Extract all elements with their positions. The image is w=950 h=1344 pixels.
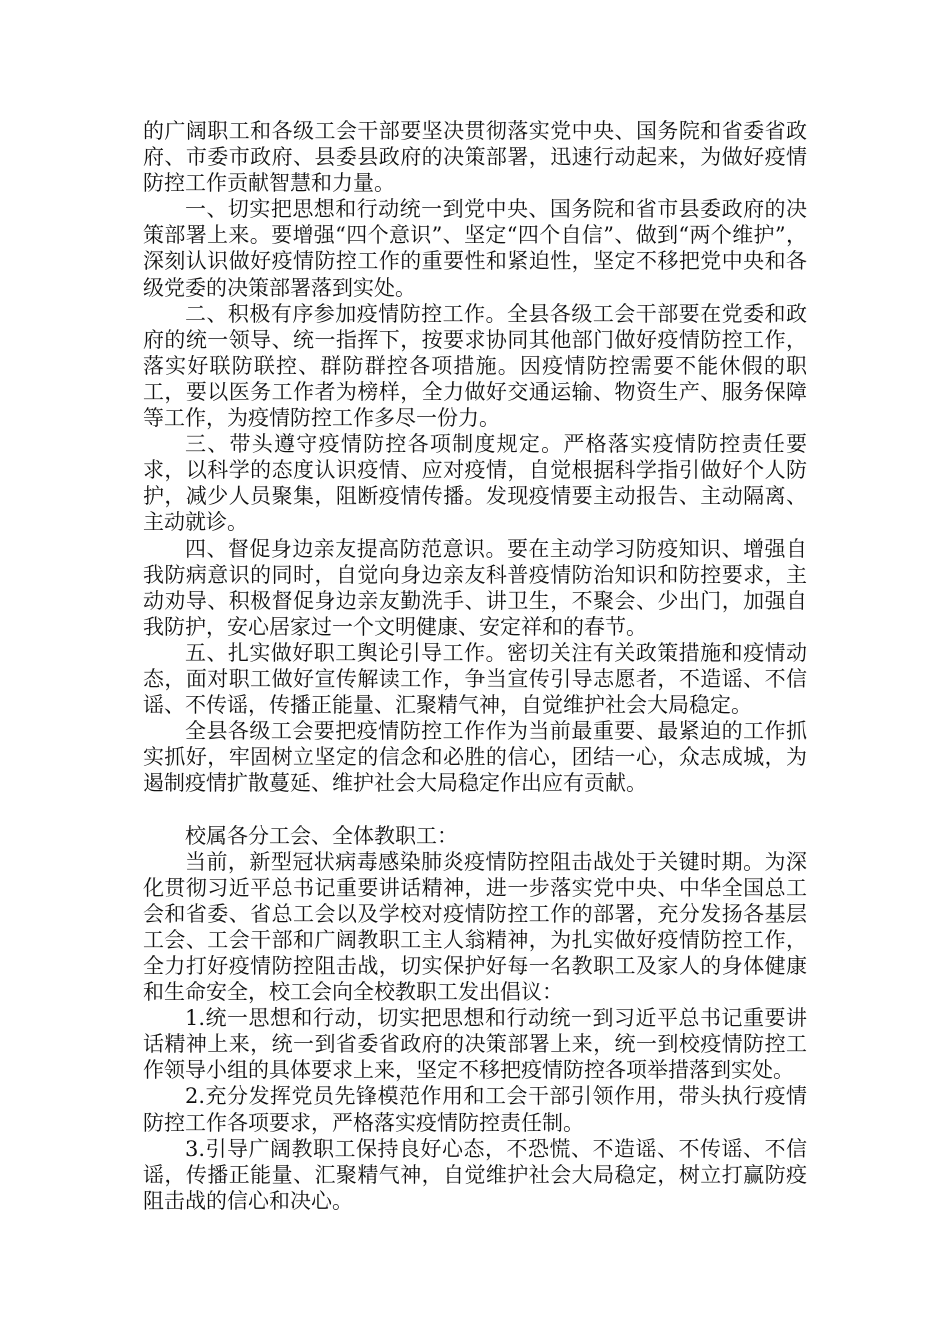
paragraph-point-5: 五、扎实做好职工舆论引导工作。密切关注有关政策措施和疫情动态，面对职工做好宣传解读工作，争当宣传引导志愿者，不造谣、不信谣、不传谣，传播正能量、汇聚精气神，自觉维护社会大局稳定。 — [143, 640, 807, 718]
paragraph-item-3: 3.引导广阔教职工保持良好心态，不恐慌、不造谣、不传谣、不信谣，传播正能量、汇聚精气神，自觉维护社会大局稳定，树立打赢防疫阻击战的信心和决心。 — [143, 1136, 807, 1213]
paragraph-continuation: 的广阔职工和各级工会干部要坚决贯彻落实党中央、国务院和省委省政府、市委市政府、县委县政府的决策部署，迅速行动起来，为做好疫情防控工作贡献智慧和力量。 — [143, 119, 807, 196]
paragraph-point-2: 二、积极有序参加疫情防控工作。全县各级工会干部要在党委和政府的统一领导、统一指挥下，按要求协同其他部门做好疫情防控工作，落实好联防联控、群防群控各项措施。因疫情防控需要不能休假的职工，要以医务工作者为榜样，全力做好交通运输、物资生产、服务保障等工作，为疫情防控工作多尽一份力。 — [143, 301, 807, 431]
salutation: 校属各分工会、全体教职工： — [185, 823, 458, 848]
paragraph-intro: 当前，新型冠状病毒感染肺炎疫情防控阻击战处于关键时期。为深化贯彻习近平总书记重要讲话精神，进一步落实党中央、中华全国总工会和省委、省总工会以及学校对疫情防控工作的部署，充分发扬各基层工会、工会干部和广阔教职工主人翁精神，为扎实做好疫情防控工作，全力打好疫情防控阻击战，切实保护好每一名教职工及家人的身体健康和生命安全，校工会向全校教职工发出倡议： — [143, 849, 807, 1005]
paragraph-point-3: 三、带头遵守疫情防控各项制度规定。严格落实疫情防控责任要求，以科学的态度认识疫情、应对疫情，自觉根据科学指引做好个人防护，减少人员聚集，阻断疫情传播。发现疫情要主动报告、主动隔离、主动就诊。 — [143, 432, 807, 535]
paragraph-item-2: 2.充分发挥党员先锋模范作用和工会干部引领作用，带头执行疫情防控工作各项要求，严格落实疫情防控责任制。 — [143, 1084, 807, 1135]
document-body — [143, 118, 807, 1214]
paragraph-item-1: 1.统一思想和行动，切实把思想和行动统一到习近平总书记重要讲话精神上来，统一到省委省政府的决策部署上来，统一到校疫情防控工作领导小组的具体要求上来，坚定不移把疫情防控各项举措落到实处。 — [143, 1006, 807, 1083]
paragraph-point-1: 一、切实把思想和行动统一到党中央、国务院和省市县委政府的决策部署上来。要增强“四个意识”、坚定“四个自信”、做到“两个维护”，深刻认识做好疫情防控工作的重要性和紧迫性，坚定不移把党中央和各级党委的决策部署落到实处。 — [143, 197, 807, 300]
section-gap — [143, 796, 807, 822]
paragraph-conclusion: 全县各级工会要把疫情防控工作作为当前最重要、最紧迫的工作抓实抓好，牢固树立坚定的信念和必胜的信心，团结一心，众志成城，为遏制疫情扩散蔓延、维护社会大局稳定作出应有贡献。 — [143, 719, 807, 796]
paragraph-point-4: 四、督促身边亲友提高防范意识。要在主动学习防疫知识、增强自我防病意识的同时，自觉向身边亲友科普疫情防治知识和防控要求，主动劝导、积极督促身边亲友勤洗手、讲卫生，不聚会、少出门，加强自我防护，安心居家过一个文明健康、安定祥和的春节。 — [143, 536, 807, 639]
